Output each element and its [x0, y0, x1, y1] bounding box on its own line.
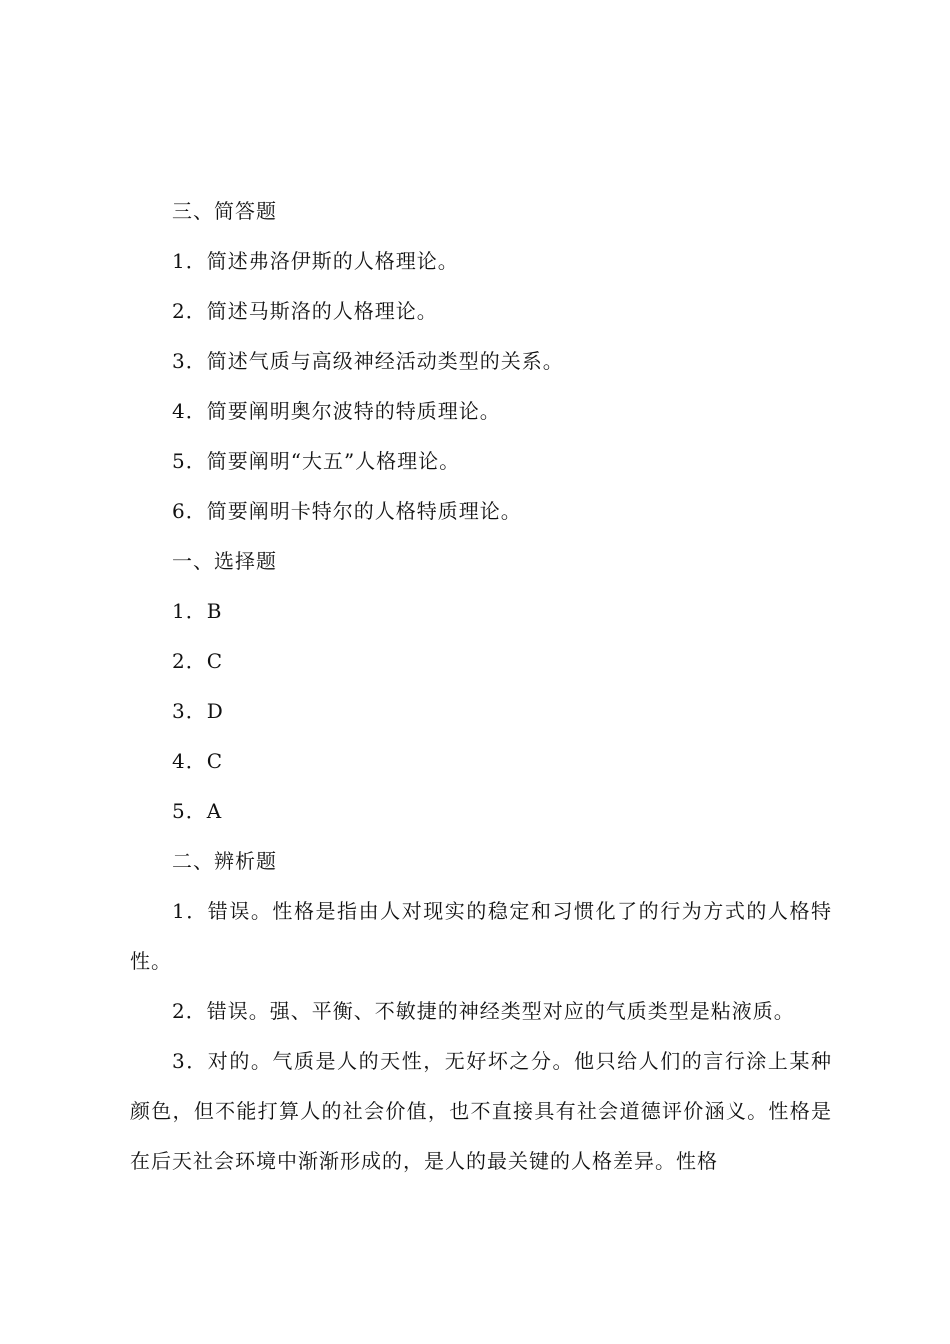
question-item: 6．简要阐明卡特尔的人格特质理论。 [172, 499, 522, 523]
section-heading-analysis-answers: 二、辨析题 [172, 849, 277, 873]
question-item: 3．简述气质与高级神经活动类型的关系。 [172, 349, 564, 373]
choice-answer: 3．D [172, 699, 224, 723]
question-item: 1．简述弗洛伊斯的人格理论。 [172, 249, 459, 273]
choice-answer: 1．B [172, 599, 223, 623]
choice-answer: 5．A [172, 799, 223, 823]
choice-answer: 4．C [172, 749, 224, 773]
question-item: 2．简述马斯洛的人格理论。 [172, 299, 438, 323]
section-heading-choice-answers: 一、选择题 [172, 549, 277, 573]
choice-answer: 2．C [172, 649, 224, 673]
analysis-answer-paragraph: 3．对的。气质是人的天性，无好坏之分。他只给人们的言行涂上某种颜色，但不能打算人的社会价值，也不直接具有社会道德评价涵义。性格是在后天社会环境中渐渐形成的，是人的最关键的人格差异。性格 [130, 1049, 832, 1173]
question-item: 4．简要阐明奥尔波特的特质理论。 [172, 399, 501, 423]
document-page [130, 186, 832, 1186]
analysis-answer-paragraph: 2．错误。强、平衡、不敏捷的神经类型对应的气质类型是粘液质。 [172, 999, 795, 1023]
question-item: 5．简要阐明“大五”人格理论。 [172, 449, 461, 473]
section-heading-short-answer: 三、简答题 [172, 199, 277, 223]
analysis-answer-paragraph: 1．错误。性格是指由人对现实的稳定和习惯化了的行为方式的人格特性。 [130, 899, 832, 973]
